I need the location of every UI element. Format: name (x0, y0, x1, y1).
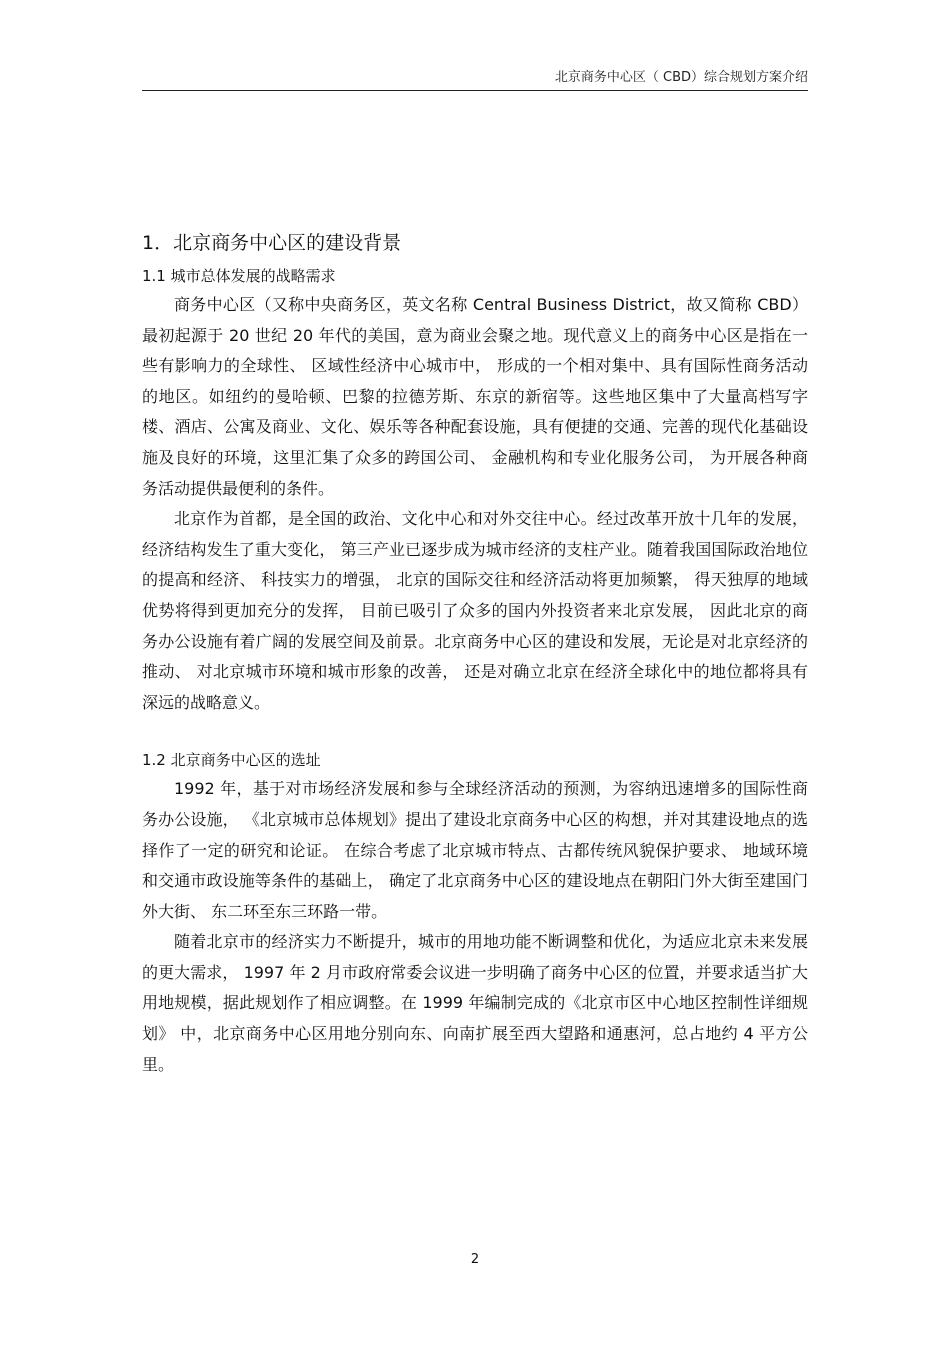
paragraph: 北京作为首都，是全国的政治、文化中心和对外交往中心。经过改革开放十几年的发展， 经济结构发生了重大变化， 第三产业已逐步成为城市经济的支柱产业。随着我国国际政治地位的提高和经济、 科技实力的增强， 北京的国际交往和经济活动将更加频繁， 得天独厚的地域优势将得到更加充分的发挥， 目前已吸引了众多的国内外投资者来北京发展， 因此北京的商务办公设施有着广阔的发展空间及前景。北京商务中心区的建设和发展，无论是对北京经济的推动、 对北京城市环境和城市形象的改善， 还是对确立北京在经济全球化中的地位都将具有深远的战略意义。 (142, 509, 808, 712)
section-1-2-heading: 1.2 北京商务中心区的选址 (142, 751, 321, 770)
paragraph: 商务中心区（又称中央商务区，英文名称 Central Business District，故又简称 CBD）最初起源于 20 世纪 20 年代的美国，意为商业会聚之地。现代意义上的商务中心区是指在一些有影响力的全球性、 区域性经济中心城市中， 形成的一个相对集中、具有国际性商务活动的地区。如纽约的曼哈顿、巴黎的拉德芳斯、东京的新宿等。这些地区集中了大量高档写字楼、酒店、公寓及商业、文化、娱乐等各种配套设施，具有便捷的交通、完善的现代化基础设施及良好的环境，这里汇集了众多的跨国公司、 金融机构和专业化服务公司， 为开展各种商务活动提供最便利的条件。 (142, 295, 808, 498)
paragraph: 随着北京市的经济实力不断提升，城市的用地功能不断调整和优化，为适应北京未来发展的更大需求， 1997 年 2 月市政府常委会议进一步明确了商务中心区的位置，并要求适当扩大用地规模，据此规划作了相应调整。在 1999 年编制完成的《北京市区中心地区控制性详细规划》 中，北京商务中心区用地分别向东、向南扩展至西大望路和通惠河，总占地约 4 平方公里。 (142, 932, 808, 1074)
page-number: 2 (470, 1252, 480, 1267)
running-header: 北京商务中心区（ CBD）综合规划方案介绍 (554, 70, 808, 85)
paragraph: 1992 年，基于对市场经济发展和参与全球经济活动的预测，为容纳迅速增多的国际性商务办公设施， 《北京城市总体规划》提出了建设北京商务中心区的构想，并对其建设地点的选择作了一定的研究和论证。 在综合考虑了北京城市特点、古都传统风貌保护要求、 地域环境和交通市政设施等条件的基础上， 确定了北京商务中心区的建设地点在朝阳门外大街至建国门外大街、 东二环至东三环路一带。 (142, 779, 808, 921)
section-1-heading: 1．北京商务中心区的建设背景 (142, 232, 402, 254)
section-1-1-heading: 1.1 城市总体发展的战略需求 (142, 267, 336, 285)
document-body (142, 228, 808, 1080)
header-rule (142, 90, 808, 91)
